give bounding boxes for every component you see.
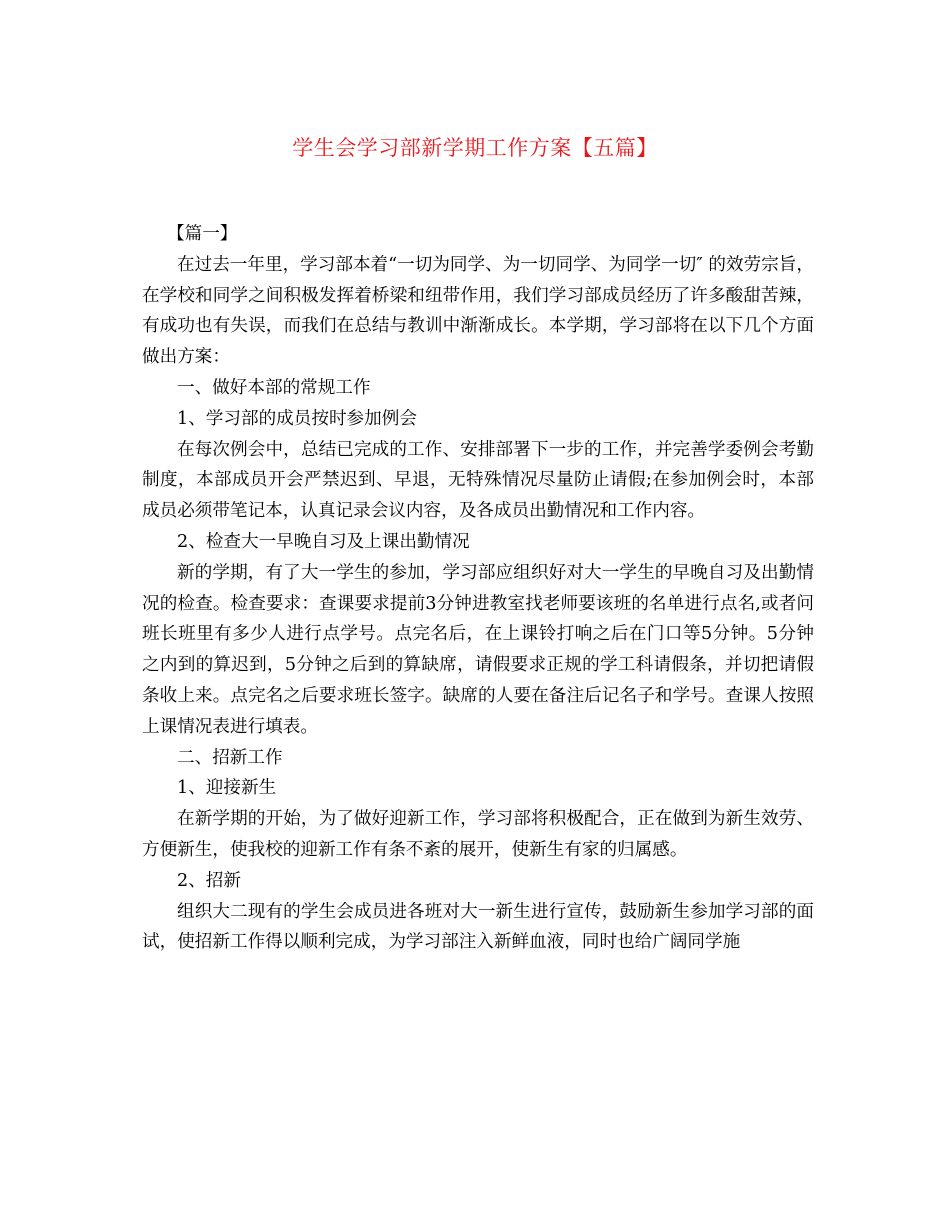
subsection-heading: 1、学习部的成员按时参加例会 <box>177 408 417 429</box>
section-marker: 【篇一】 <box>167 224 238 244</box>
subsection-heading: 1、迎接新生 <box>177 778 277 799</box>
body-paragraph: 新的学期，有了大一学生的参加，学习部应组织好对大一学生的早晚自习及出勤情况的检查。检查要求：查课要求提前3分钟进教室找老师要该班的名单进行点名,或者问班长班里有多少人进行点学号。点完名后，在上课铃打响之后在门口等5分钟。5分钟之内到的算迟到，5分钟之后到的算缺席，请假要求正规的学工科请假条，并切把请假条收上来。点完名之后要求班长签字。缺席的人要在备注后记名子和学号。查课人按照上课情况表进行填表。 <box>142 562 814 737</box>
body-paragraph: 在新学期的开始，为了做好迎新工作，学习部将积极配合，正在做到为新生效劳、方便新生，使我校的迎新工作有条不紊的展开，使新生有家的归属感。 <box>142 809 814 860</box>
document-title: 学生会学习部新学期工作方案【五篇】 <box>292 136 658 160</box>
body-paragraph: 在每次例会中，总结已完成的工作、安排部署下一步的工作，并完善学委例会考勤制度，本部成员开会严禁迟到、早退，无特殊情况尽量防止请假;在参加例会时，本部成员必须带笔记本，认真记录会议内容，及各成员出勤情况和工作内容。 <box>142 439 814 522</box>
section-heading: 二、招新工作 <box>177 747 283 768</box>
body-paragraph: 组织大二现有的学生会成员进各班对大一新生进行宣传，鼓励新生参加学习部的面试，使招新工作得以顺利完成，为学习部注入新鲜血液，同时也给广阔同学施 <box>142 901 814 953</box>
subsection-heading: 2、招新 <box>177 870 241 891</box>
document-body <box>142 219 814 958</box>
section-heading: 一、做好本部的常规工作 <box>177 377 371 398</box>
subsection-heading: 2、检查大一早晚自习及上课出勤情况 <box>177 531 470 552</box>
body-paragraph: 在过去一年里，学习部本着“一切为同学、为一切同学、为同学一切″ 的效劳宗旨，在学校和同学之间积极发挥着桥梁和纽带作用，我们学习部成员经历了许多酸甜苦辣，有成功也有失误，而我们在总结与教训中渐渐成长。本学期，学习部将在以下几个方面做出方案： <box>142 254 814 368</box>
